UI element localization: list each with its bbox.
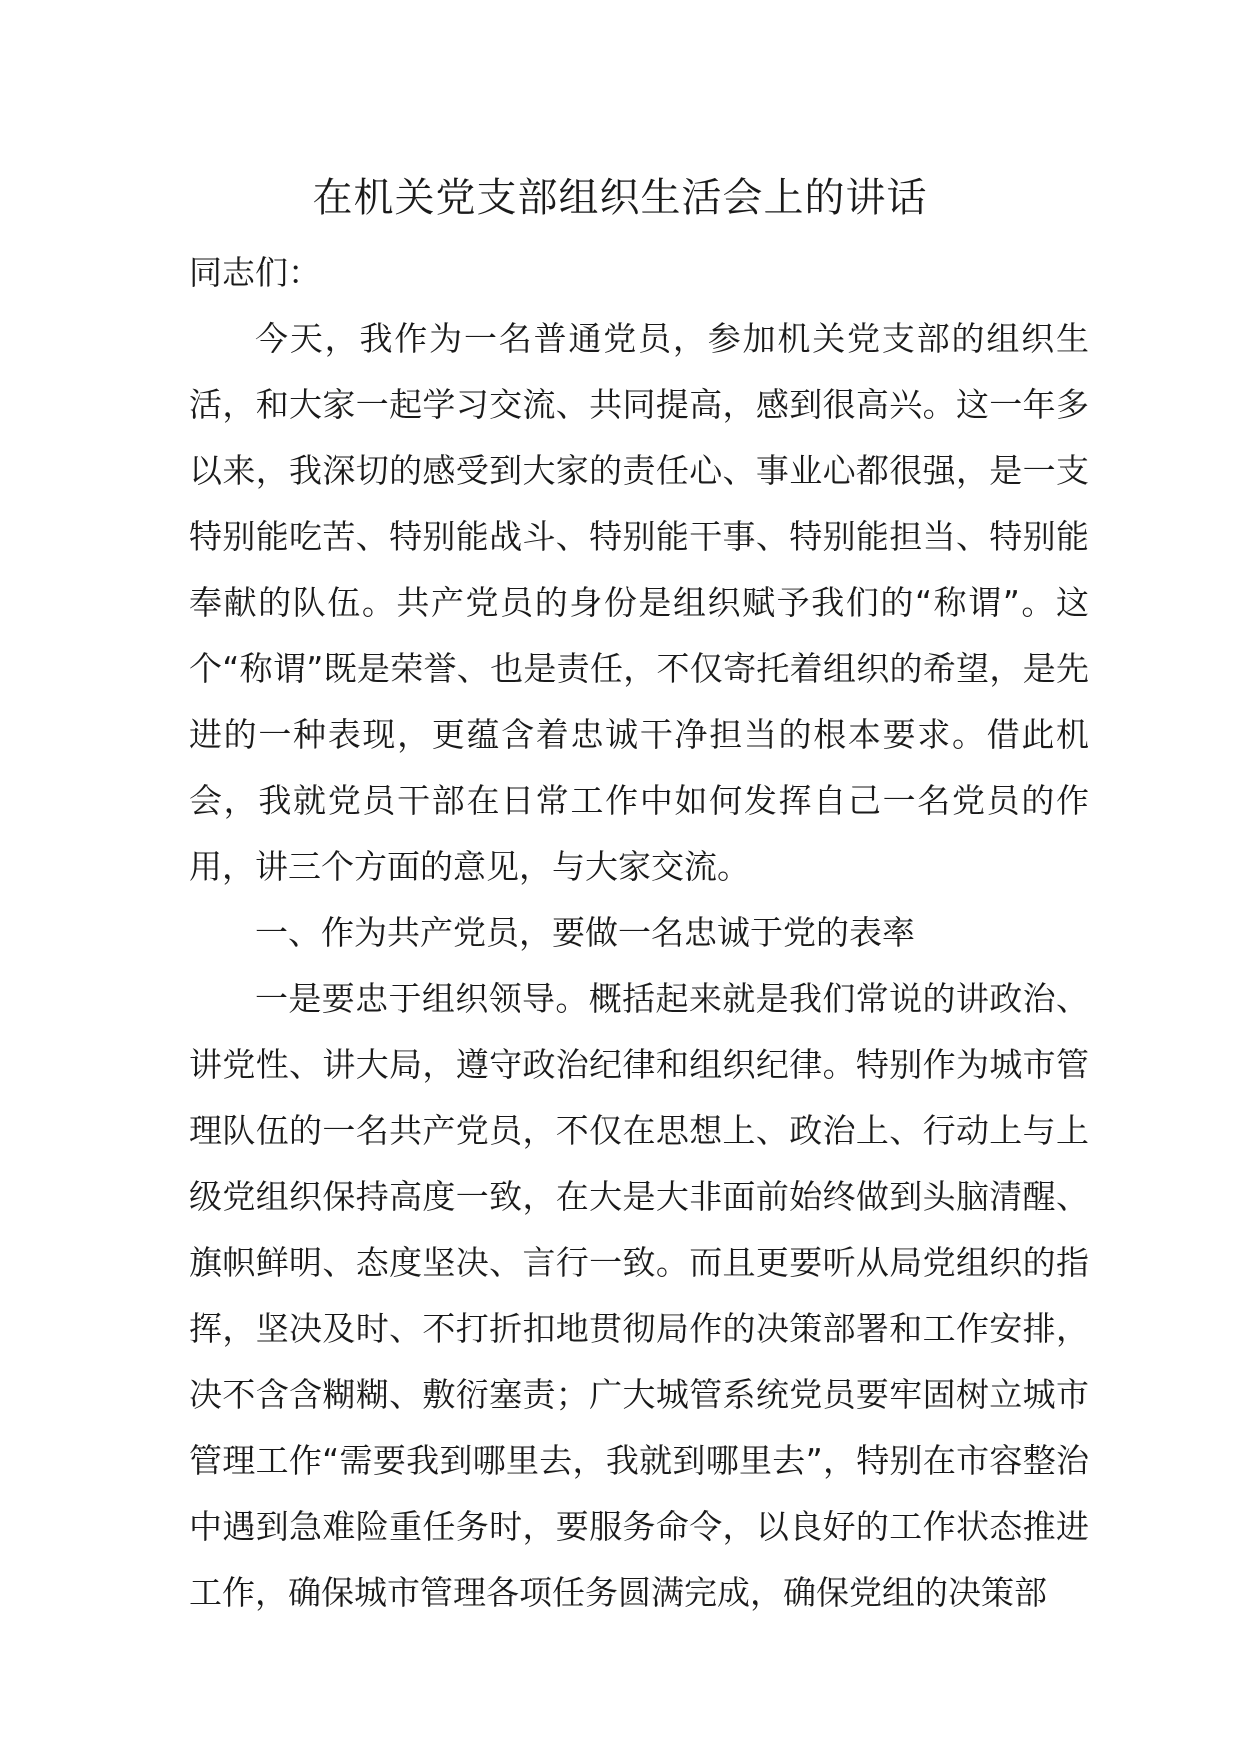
salutation: 同志们： (189, 253, 321, 292)
paragraph-loyalty: 一是要忠于组织领导。概括起来就是我们常说的讲政治、讲党性、讲大局，遵守政治纪律和组织纪律。特别作为城市管理队伍的一名共产党员，不仅在思想上、政治上、行动上与上级党组织保持高度一致，在大是大非面前始终做到头脑清醒、旗帜鲜明、态度坚决、言行一致。而且更要听从局党组织的指挥，坚决及时、不打折扣地贯彻局作的决策部署和工作安排，决不含含糊糊、敷衍塞责；广大城管系统党员要牢固树立城市管理工作“需要我到哪里去，我就到哪里去”，特别在市容整治中遇到急难险重任务时，要服务命令，以良好的工作状态推进工作，确保城市管理各项任务圆满完成，确保党组的决策部 (189, 979, 1089, 1612)
paragraph-intro: 今天，我作为一名普通党员，参加机关党支部的组织生活，和大家一起学习交流、共同提高，感到很高兴。这一年多以来，我深切的感受到大家的责任心、事业心都很强，是一支特别能吃苦、特别能战斗、特别能干事、特别能担当、特别能奉献的队伍。共产党员的身份是组织赋予我们的“称谓”。这个“称谓”既是荣誉、也是责任，不仅寄托着组织的希望，是先进的一种表现，更蕴含着忠诚干净担当的根本要求。借此机会，我就党员干部在日常工作中如何发挥自己一名党员的作用，讲三个方面的意见，与大家交流。 (189, 319, 1089, 886)
document-body (189, 240, 1089, 1626)
document-title: 在机关党支部组织生活会上的讲话 (312, 175, 928, 221)
section-heading-1: 一、作为共产党员，要做一名忠诚于党的表率 (255, 913, 915, 952)
